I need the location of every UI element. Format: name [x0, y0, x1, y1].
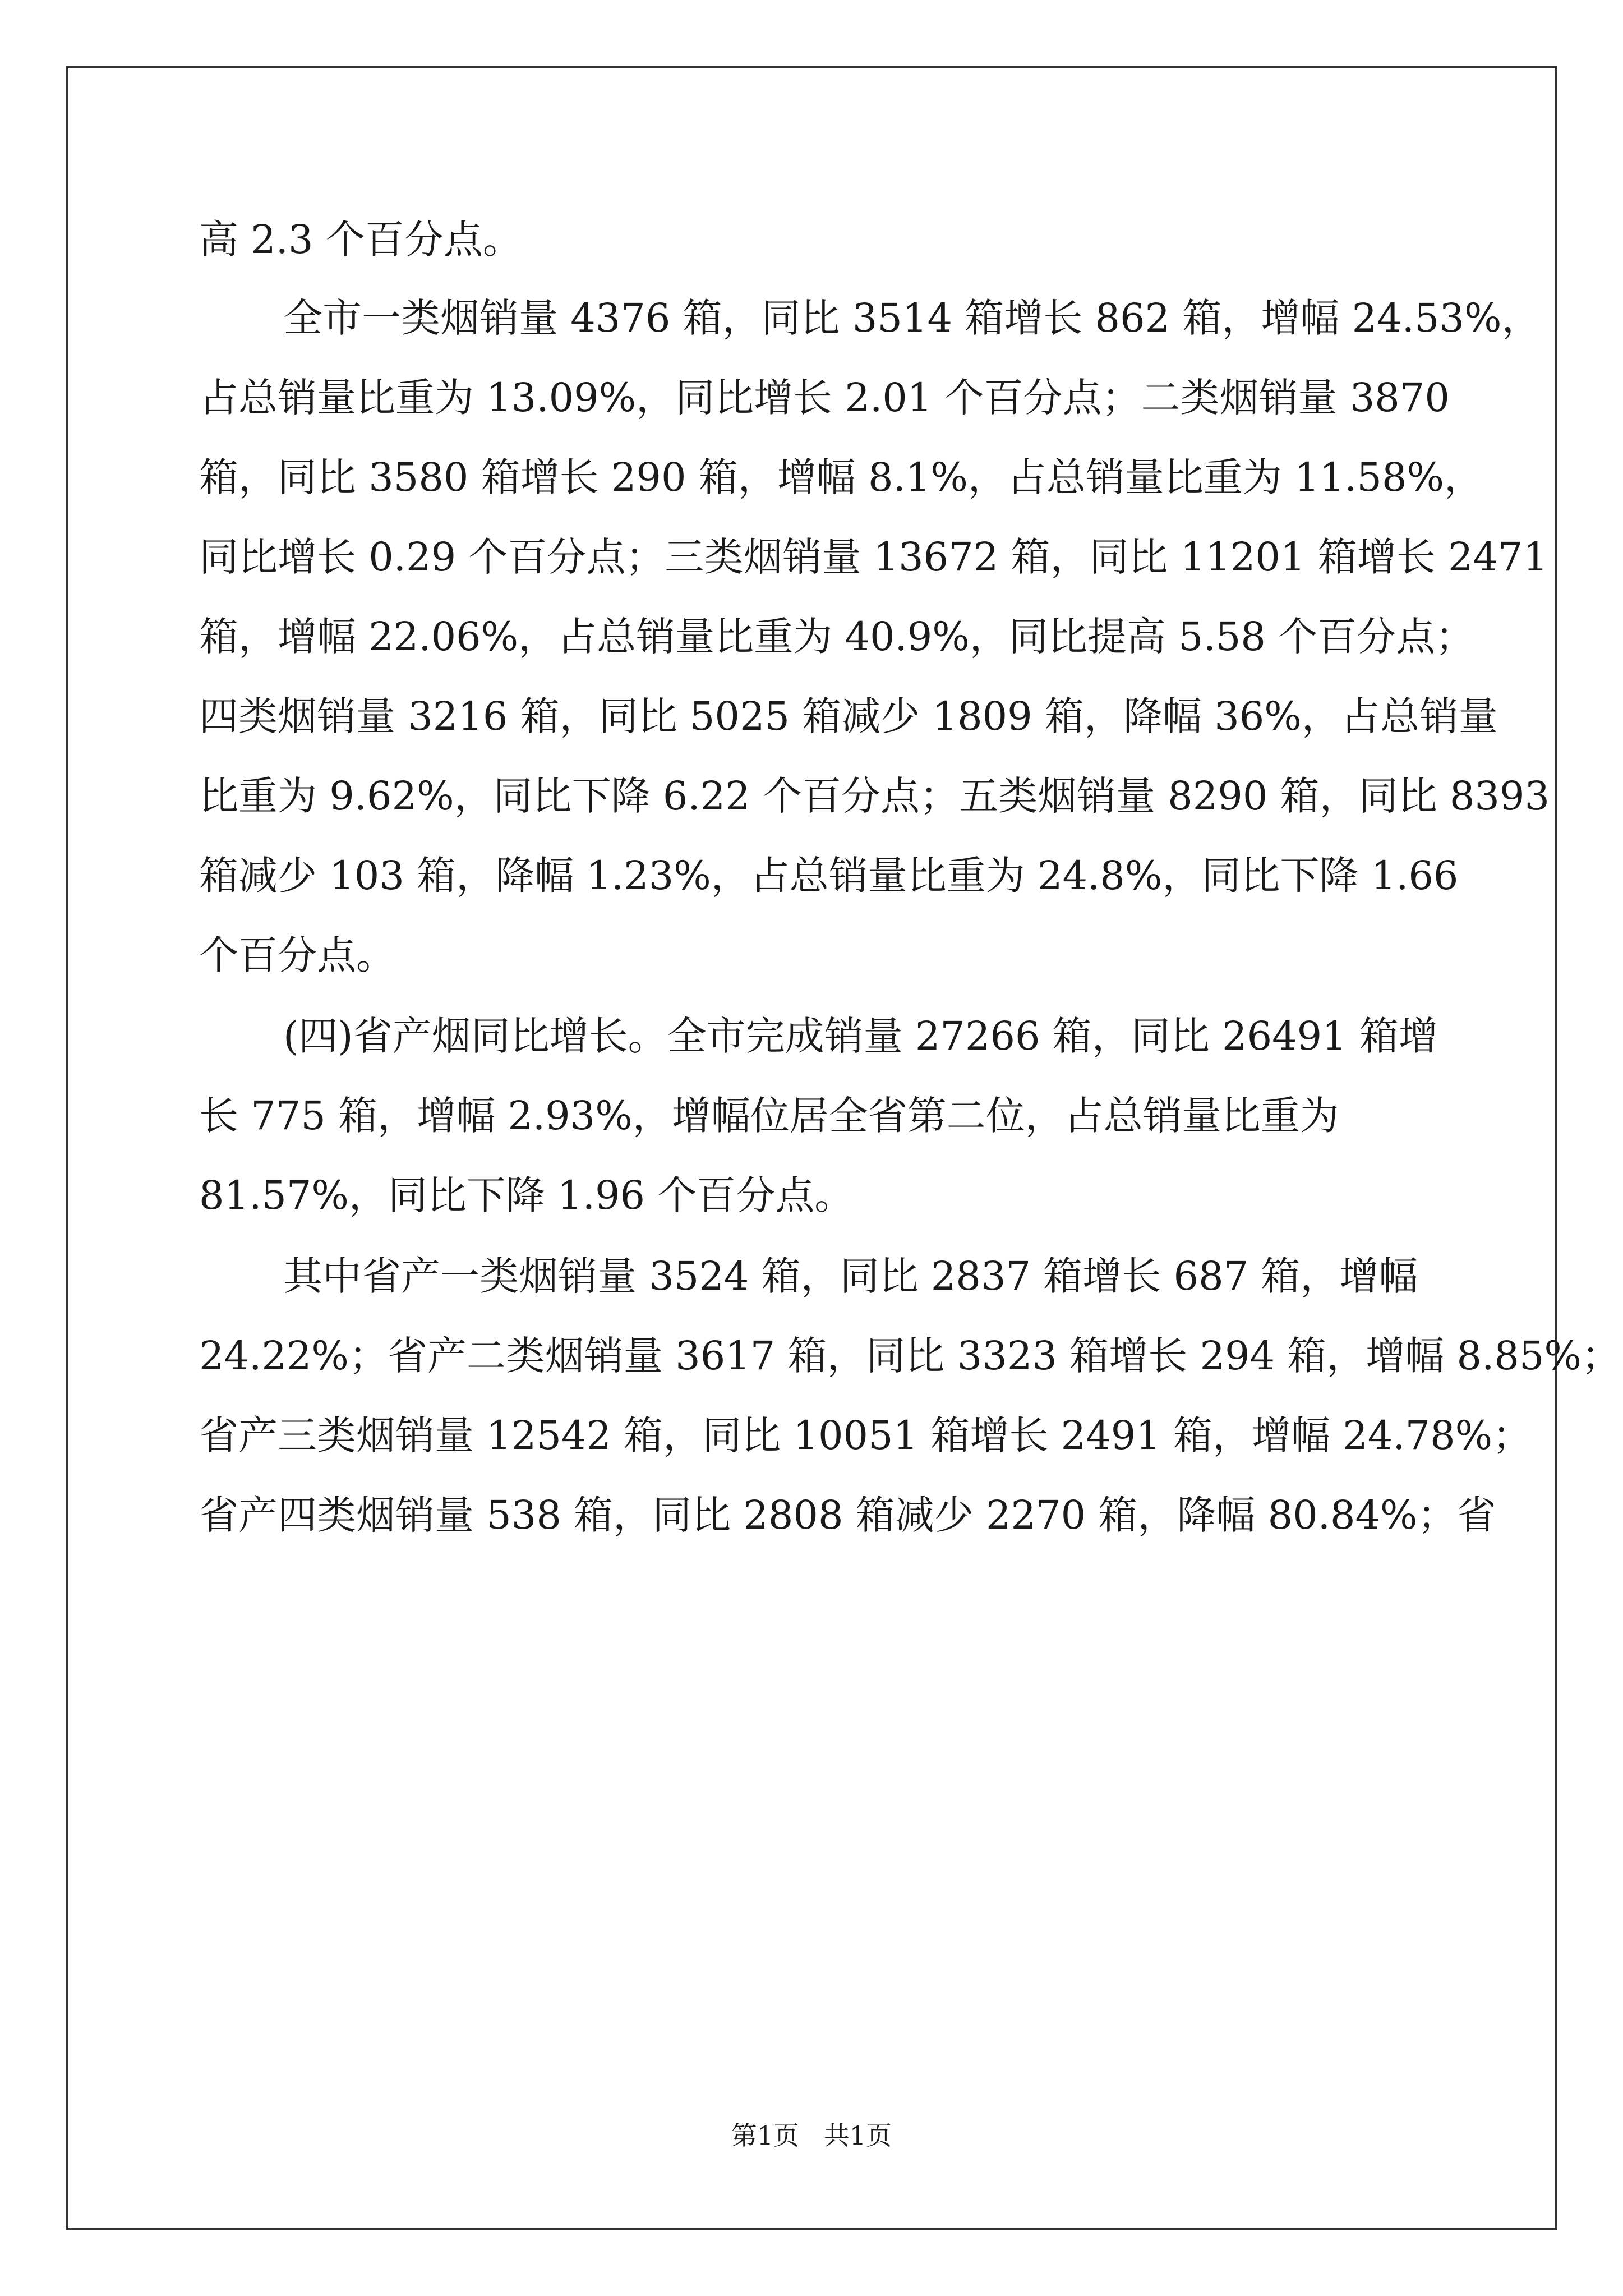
text-line: 箱，同比 3580 箱增长 290 箱，增幅 8.1%，占总销量比重为 11.58%， [199, 454, 1484, 500]
text-line: 比重为 9.62%，同比下降 6.22 个百分点；五类烟销量 8290 箱，同比 8393 [199, 773, 1550, 819]
text-line: 个百分点。 [199, 932, 395, 978]
text-line: 箱减少 103 箱，降幅 1.23%，占总销量比重为 24.8%，同比下降 1.66 [199, 853, 1459, 899]
text-line: 四类烟销量 3216 箱，同比 5025 箱减少 1809 箱，降幅 36%，占总销量 [199, 693, 1498, 739]
text-line: 长 775 箱，增幅 2.93%，增幅位居全省第二位，占总销量比重为 [199, 1093, 1339, 1139]
text-line: 同比增长 0.29 个百分点；三类烟销量 13672 箱，同比 11201 箱增长 2471 [199, 534, 1548, 580]
text-line: 占总销量比重为 13.09%，同比增长 2.01 个百分点；二类烟销量 3870 [199, 375, 1450, 421]
text-line: 24.22%；省产二类烟销量 3617 箱，同比 3323 箱增长 294 箱，增幅 8.85%； [199, 1333, 1621, 1379]
text-line: (四)省产烟同比增长。全市完成销量 27266 箱，同比 26491 箱增 [283, 1013, 1438, 1059]
text-line: 省产四类烟销量 538 箱，同比 2808 箱减少 2270 箱，降幅 80.84%；省 [199, 1492, 1496, 1538]
text-line: 其中省产一类烟销量 3524 箱，同比 2837 箱增长 687 箱，增幅 [283, 1253, 1418, 1299]
text-line: 高 2.3 个百分点。 [199, 217, 522, 263]
text-line: 省产三类烟销量 12542 箱，同比 10051 箱增长 2491 箱，增幅 24.78%； [199, 1412, 1532, 1458]
text-line: 箱，增幅 22.06%，占总销量比重为 40.9%，同比提高 5.58 个百分点； [199, 614, 1475, 660]
text-line: 81.57%，同比下降 1.96 个百分点。 [199, 1172, 854, 1218]
page-number-footer: 第1页 共1页 [731, 2120, 892, 2151]
text-line: 全市一类烟销量 4376 箱，同比 3514 箱增长 862 箱，增幅 24.53%， [283, 295, 1541, 341]
